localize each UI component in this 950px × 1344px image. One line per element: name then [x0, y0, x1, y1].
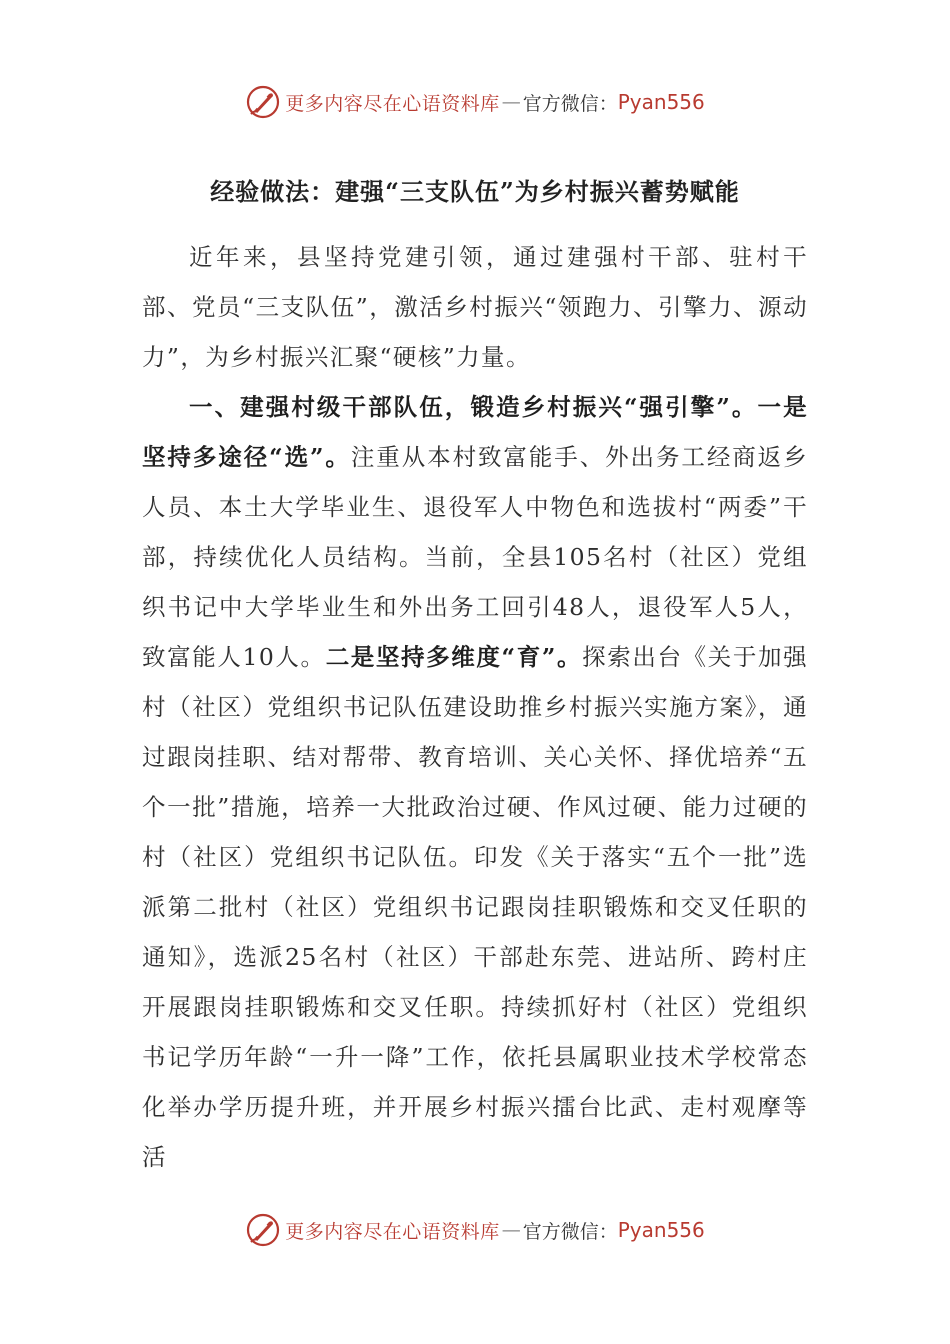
watermark-wechat-id: Pyan556: [617, 90, 705, 114]
footer-watermark: [0, 1208, 950, 1252]
header-watermark: [0, 80, 950, 124]
document-title: 经验做法：建强“三支队伍”为乡村振兴蓄势赋能: [210, 177, 740, 206]
point-2-label: 二是坚持多维度“育”。: [325, 643, 583, 671]
section-1-paragraph: [142, 382, 808, 1182]
section-1-heading: 一、建强村级干部队伍，锻造乡村振兴“强引擎”。: [189, 393, 758, 421]
quill-pen-logo-icon: [245, 84, 281, 120]
watermark-wechat-label: 官方微信：: [522, 92, 618, 115]
watermark-dash: —: [501, 91, 521, 113]
watermark-wechat-label: 官方微信：: [522, 1220, 618, 1243]
watermark-text: 更多内容尽在心语资料库: [285, 92, 500, 115]
watermark-dash: —: [501, 1219, 521, 1241]
watermark-text: 更多内容尽在心语资料库: [285, 1220, 500, 1243]
point-2-text: 探索出台《关于加强村（社区）党组织书记队伍建设助推乡村振兴实施方案》，通过跟岗挂职、结对帮带、教育培训、关心关怀、择优培养“五个一批”措施，培养一大批政治过硬、作风过硬、能力过硬的村（社区）党组织书记队伍。印发《关于落实“五个一批”选派第二批村（社区）党组织书记跟岗挂职锻炼和交叉任职的通知》，选派25名村（社区）干部赴东莞、进站所、跨村庄开展跟岗挂职锻炼和交叉任职。持续抓好村（社区）党组织书记学历年龄“一升一降”工作，依托县属职业技术学校常态化举办学历提升班，并开展乡村振兴擂台比武、走村观摩等活: [142, 643, 808, 1171]
point-1-text: 注重从本村致富能手、外出务工经商返乡人员、本土大学毕业生、退役军人中物色和选拔村“两委”干部，持续优化人员结构。当前，全县105名村（社区）党组织书记中大学毕业生和外出务工回引48人，退役军人5人，致富能人10人。: [142, 443, 809, 671]
watermark-wechat-id: Pyan556: [617, 1218, 705, 1242]
quill-pen-logo-icon: [245, 1212, 281, 1248]
point-1-label: 一是坚持多途径“选”。: [142, 393, 809, 471]
intro-paragraph: 近年来，县坚持党建引领，通过建强村干部、驻村干部、党员“三支队伍”，激活乡村振兴“领跑力、引擎力、源动力”，为乡村振兴汇聚“硬核”力量。: [142, 243, 808, 371]
document-body: [142, 232, 808, 1182]
